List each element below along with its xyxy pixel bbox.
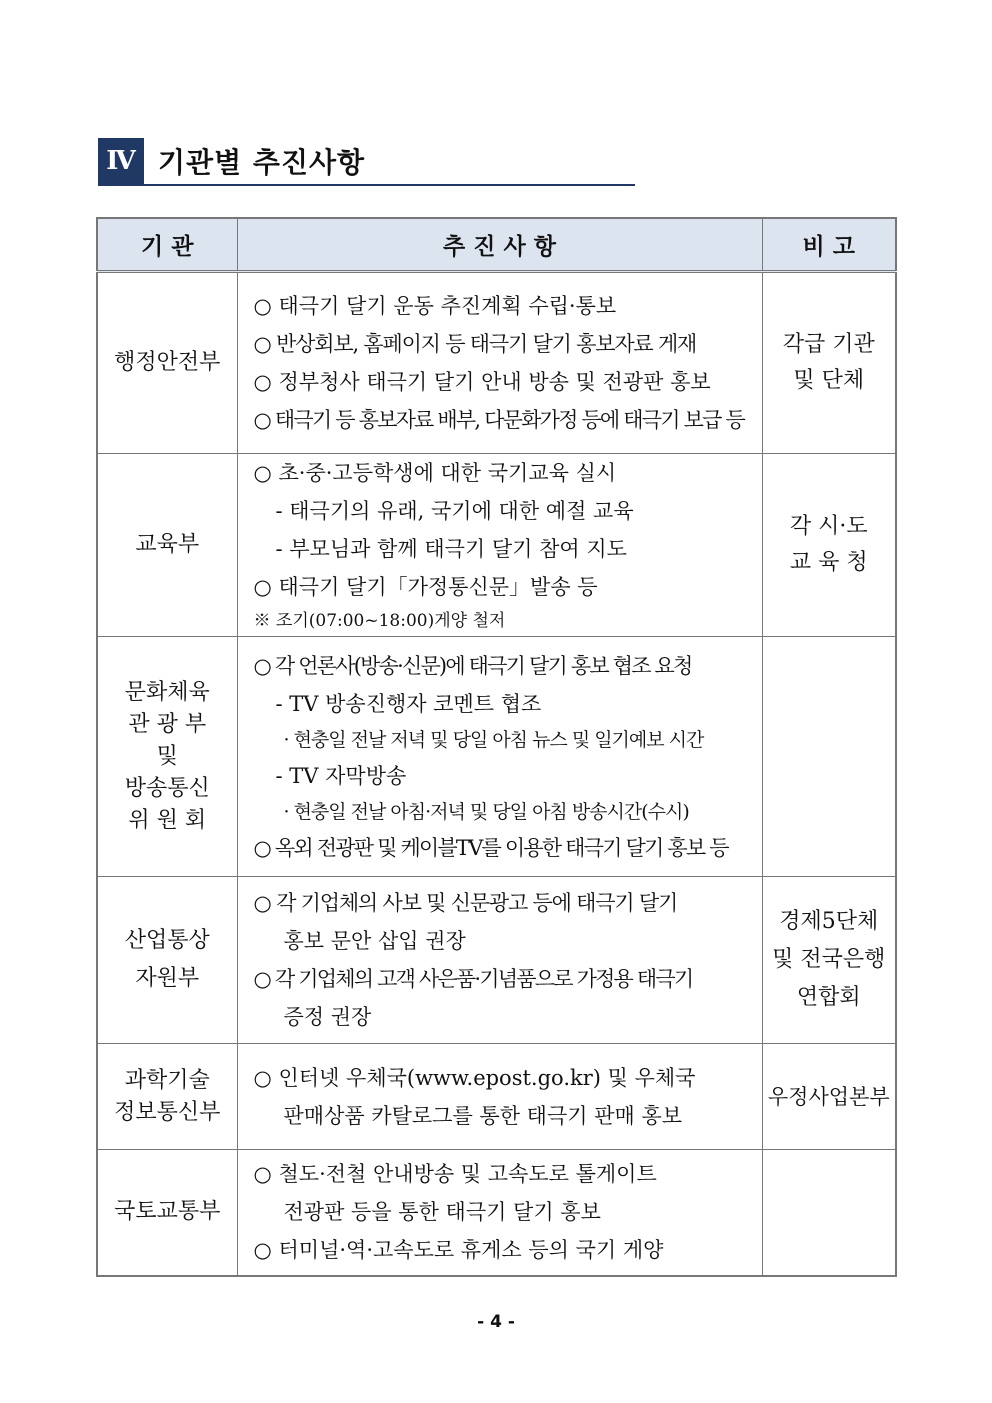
note-cell [762,877,896,1044]
agency-cell: 국토교통부 [97,1150,237,1276]
actions-cell [237,1044,762,1150]
note-line: 경제5단체 [779,909,879,934]
agency-cell: 행정안전부 [97,272,237,454]
section-heading [98,138,635,186]
agency-line: 정보통신부 [114,1099,221,1125]
agency-line: 산업통상 [124,928,210,953]
note-line: 교 육 청 [789,550,868,575]
action-item: ○ 태극기 등 홍보자료 배부, 다문화가정 등에 태극기 보급 등 [253,408,744,432]
agency-cell [97,637,237,877]
agency-cell: 교육부 [97,454,237,637]
action-subitem: - TV 자막방송 [275,763,407,788]
note-cell [762,1044,896,1150]
page-number: - 4 - [477,1312,515,1332]
action-subitem: - TV 방송진행자 코멘트 협조 [275,691,542,716]
note-line: 각급 기관 [782,332,875,357]
header-agency: 기 관 [97,218,237,272]
agency-cell [97,877,237,1044]
note-line: 연합회 [796,985,861,1010]
actions-cell [237,1150,762,1276]
actions-cell [237,272,762,454]
action-detail: · 현충일 전날 저녁 및 당일 아침 뉴스 및 일기예보 시간 [283,728,704,751]
agency-line: 문화체육 [124,679,210,705]
action-item: ○ 초·중·고등학생에 대한 국기교육 실시 [253,461,617,485]
agency-line: 및 [156,743,178,769]
header-actions: 추 진 사 항 [237,218,762,272]
section-title: 기관별 추진사항 [158,146,366,179]
header-note: 비 고 [762,218,896,272]
note-line: 및 단체 [793,368,865,393]
section-numeral: Ⅳ [98,138,144,184]
action-item-continued: 전광판 등을 통한 태극기 달기 홍보 [283,1200,601,1225]
action-item: ○ 각 기업체의 사보 및 신문광고 등에 태극기 달기 [253,891,678,915]
action-item-continued: 판매상품 카탈로그를 통한 태극기 판매 홍보 [283,1103,683,1128]
table-row [97,1044,896,1150]
agency-line: 방송통신 [124,775,210,801]
actions-cell [237,637,762,877]
table-row [97,637,896,877]
action-item: ○ 옥외 전광판 및 케이블TV를 이용한 태극기 달기 홍보 등 [253,835,728,860]
action-item-continued: 홍보 문안 삽입 권장 [283,929,466,953]
table-row [97,1150,896,1276]
action-item: ○ 태극기 달기「가정통신문」발송 등 [253,575,598,599]
table-header-row [97,218,896,272]
action-item: ○ 각 기업체의 고객 사은품·기념품으로 가정용 태극기 [253,967,693,991]
note-cell [762,272,896,454]
actions-cell [237,454,762,637]
table-row [97,272,896,454]
action-item: ○ 태극기 달기 운동 추진계획 수립·통보 [253,294,617,318]
action-item-continued: 증정 권장 [283,1005,372,1029]
note-cell [762,637,896,877]
action-item: ○ 터미널·역·고속도로 휴게소 등의 국기 게양 [253,1238,664,1263]
action-remark: ※ 조기(07:00~18:00)게양 철저 [253,611,506,631]
action-item: ○ 반상회보, 홈페이지 등 태극기 달기 홍보자료 게재 [253,332,697,356]
note-line: 각 시·도 [789,514,868,539]
note-line: 우정사업본부 [767,1084,890,1109]
table-row [97,877,896,1044]
action-item: ○ 각 언론사(방송·신문)에 태극기 달기 홍보 협조 요청 [253,653,692,678]
action-item: ○ 정부청사 태극기 달기 안내 방송 및 전광판 홍보 [253,370,711,394]
agency-line: 과학기술 [124,1067,210,1093]
agency-line: 관 광 부 [128,711,207,737]
action-item: ○ 철도·전철 안내방송 및 고속도로 톨게이트 [253,1162,657,1187]
agency-line: 위 원 회 [128,807,207,833]
action-item: ○ 인터넷 우체국(www.epost.go.kr) 및 우체국 [253,1065,696,1090]
note-cell [762,1150,896,1276]
agency-cell [97,1044,237,1150]
note-line: 및 전국은행 [772,947,886,972]
actions-cell [237,877,762,1044]
action-detail: · 현충일 전날 아침·저녁 및 당일 아침 방송시간(수시) [283,800,689,823]
agency-action-table [96,217,897,1277]
agency-line: 자원부 [135,966,200,991]
action-subitem: - 부모님과 함께 태극기 달기 참여 지도 [275,537,627,561]
note-cell [762,454,896,637]
action-subitem: - 태극기의 유래, 국기에 대한 예절 교육 [275,499,634,523]
table-row [97,454,896,637]
